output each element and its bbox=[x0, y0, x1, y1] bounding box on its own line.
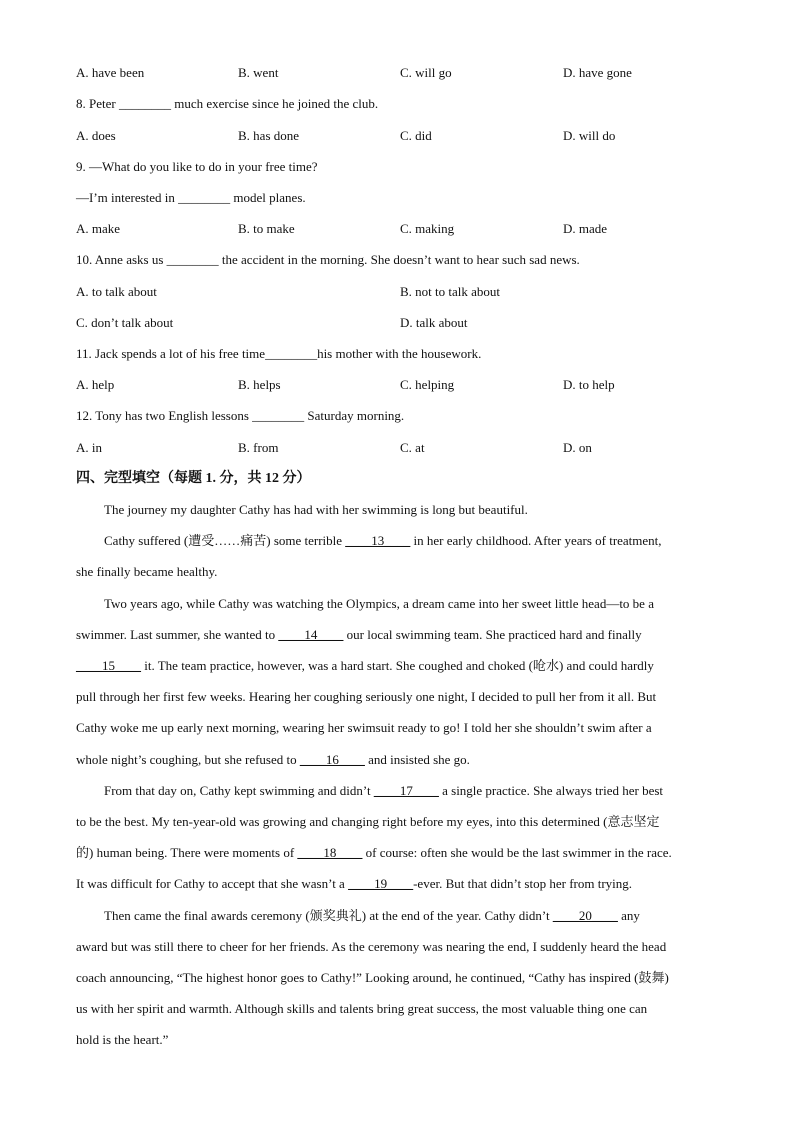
blank-15: ____15____ bbox=[76, 658, 141, 673]
question-text: model planes. bbox=[230, 190, 306, 205]
passage-text: any bbox=[617, 908, 640, 923]
q8-option-b: B. has done bbox=[238, 128, 300, 143]
q11-option-a: A. help bbox=[76, 377, 115, 392]
passage-line: Cathy woke me up early next morning, wearing her swimsuit ready to go! I told her she shouldn’t swim after a bbox=[76, 720, 652, 735]
question-12 bbox=[76, 408, 404, 424]
q7-option-a: A. have been bbox=[76, 65, 145, 80]
passage-text: Cathy suffered (遭受……痛苦) some terrible bbox=[104, 533, 346, 548]
question-text: 8. Peter bbox=[76, 96, 119, 111]
passage-text: our local swimming team. She practiced hard and finally bbox=[343, 627, 642, 642]
q10-option-a: A. to talk about bbox=[76, 284, 157, 299]
question-text: 12. Tony has two English lessons bbox=[76, 408, 253, 423]
question-text: 11. Jack spends a lot of his free time bbox=[76, 346, 266, 361]
q10-option-c: C. don’t talk about bbox=[76, 315, 174, 330]
question-text: 10. Anne asks us bbox=[76, 252, 167, 267]
answer-blank: ________ bbox=[178, 190, 231, 205]
q10-option-b: B. not to talk about bbox=[400, 284, 501, 299]
passage-text: 的) human being. There were moments of bbox=[76, 845, 298, 860]
question-text: —I’m interested in bbox=[76, 190, 179, 205]
q12-option-c: C. at bbox=[400, 440, 425, 455]
q9-option-c: C. making bbox=[400, 221, 455, 236]
q7-option-b: B. went bbox=[238, 65, 279, 80]
question-text: much exercise since he joined the club. bbox=[170, 96, 379, 111]
passage-line bbox=[76, 752, 720, 768]
blank-16: ____16____ bbox=[299, 752, 365, 767]
q12-option-b: B. from bbox=[238, 440, 279, 455]
passage-line: coach announcing, “The highest honor goes to Cathy!” Looking around, he continued, “Cathy has inspired (鼓舞) bbox=[76, 970, 669, 985]
section-heading: 四、完型填空（每题 1. 分，共 12 分） bbox=[76, 471, 311, 486]
passage-text: swimmer. Last summer, she wanted to bbox=[76, 627, 279, 642]
passage-line: Two years ago, while Cathy was watching the Olympics, a dream came into her sweet little head—to be a bbox=[104, 596, 654, 611]
passage-text: It was difficult for Cathy to accept that she wasn’t a bbox=[76, 876, 349, 891]
passage-line bbox=[104, 908, 748, 924]
question-text: his mother with the housework. bbox=[317, 346, 482, 361]
q12-option-d: D. on bbox=[563, 440, 592, 455]
passage-text: Then came the final awards ceremony (颁奖典礼) at the end of the year. Cathy didn’t bbox=[104, 908, 553, 923]
question-10 bbox=[76, 252, 580, 268]
passage-text: From that day on, Cathy kept swimming and didn’t bbox=[104, 783, 374, 798]
passage-paragraph-1: The journey my daughter Cathy has had with her swimming is long but beautiful. bbox=[104, 502, 528, 517]
q8-option-d: D. will do bbox=[563, 128, 616, 143]
q11-option-c: C. helping bbox=[400, 377, 455, 392]
passage-line: award but was still there to cheer for her friends. As the ceremony was nearing the end, I suddenly heard the head bbox=[76, 939, 667, 954]
passage-text: of course: often she would be the last swimmer in the race. bbox=[362, 845, 672, 860]
passage-line bbox=[104, 533, 748, 549]
passage-line: she finally became healthy. bbox=[76, 564, 218, 579]
q8-option-c: C. did bbox=[400, 128, 432, 143]
passage-line bbox=[76, 658, 720, 674]
question-11 bbox=[76, 346, 481, 362]
passage-line: us with her spirit and warmth. Although skills and talents bring great success, the most valuable thing one can bbox=[76, 1001, 648, 1016]
q12-option-a: A. in bbox=[76, 440, 102, 455]
q9-option-b: B. to make bbox=[238, 221, 295, 236]
q9-option-d: D. made bbox=[563, 221, 608, 236]
passage-line bbox=[76, 627, 720, 643]
question-8 bbox=[76, 96, 378, 112]
blank-19: ____19____ bbox=[348, 876, 414, 891]
q11-option-d: D. to help bbox=[563, 377, 615, 392]
q10-option-d: D. talk about bbox=[400, 315, 468, 330]
question-text: Saturday morning. bbox=[304, 408, 405, 423]
passage-line bbox=[104, 783, 748, 799]
passage-text: whole night’s coughing, but she refused to bbox=[76, 752, 300, 767]
answer-blank: ________ bbox=[252, 408, 305, 423]
q7-option-c: C. will go bbox=[400, 65, 452, 80]
passage-line: to be the best. My ten-year-old was growing and changing right before my eyes, into this determined (意志坚定 bbox=[76, 814, 660, 829]
question-9-response bbox=[76, 190, 306, 206]
passage-text: it. The team practice, however, was a hard start. She coughed and choked (呛水) and could hardly bbox=[141, 658, 654, 673]
passage-text: -ever. But that didn’t stop her from trying. bbox=[413, 876, 633, 891]
answer-blank: ________ bbox=[166, 252, 219, 267]
passage-line bbox=[76, 876, 720, 892]
passage-line: hold is the heart.” bbox=[76, 1032, 169, 1047]
q11-option-b: B. helps bbox=[238, 377, 281, 392]
question-text: the accident in the morning. She doesn’t want to hear such sad news. bbox=[218, 252, 580, 267]
q9-option-a: A. make bbox=[76, 221, 121, 236]
passage-line bbox=[76, 845, 720, 861]
q8-option-a: A. does bbox=[76, 128, 116, 143]
blank-14: ____14____ bbox=[278, 627, 344, 642]
question-9-prompt: 9. —What do you like to do in your free time? bbox=[76, 159, 318, 174]
passage-text: a single practice. She always tried her best bbox=[438, 783, 664, 798]
answer-blank: ________ bbox=[118, 96, 171, 111]
blank-13: ____13____ bbox=[345, 533, 411, 548]
answer-blank: ________ bbox=[265, 346, 318, 361]
passage-text: in her early childhood. After years of treatment, bbox=[410, 533, 662, 548]
blank-18: ____18____ bbox=[297, 845, 363, 860]
blank-20: ____20____ bbox=[552, 908, 618, 923]
blank-17: ____17____ bbox=[373, 783, 439, 798]
passage-text: and insisted she go. bbox=[364, 752, 470, 767]
passage-line: pull through her first few weeks. Hearing her coughing seriously one night, I decided to pull her from it all. But bbox=[76, 689, 657, 704]
q7-option-d: D. have gone bbox=[563, 65, 632, 80]
